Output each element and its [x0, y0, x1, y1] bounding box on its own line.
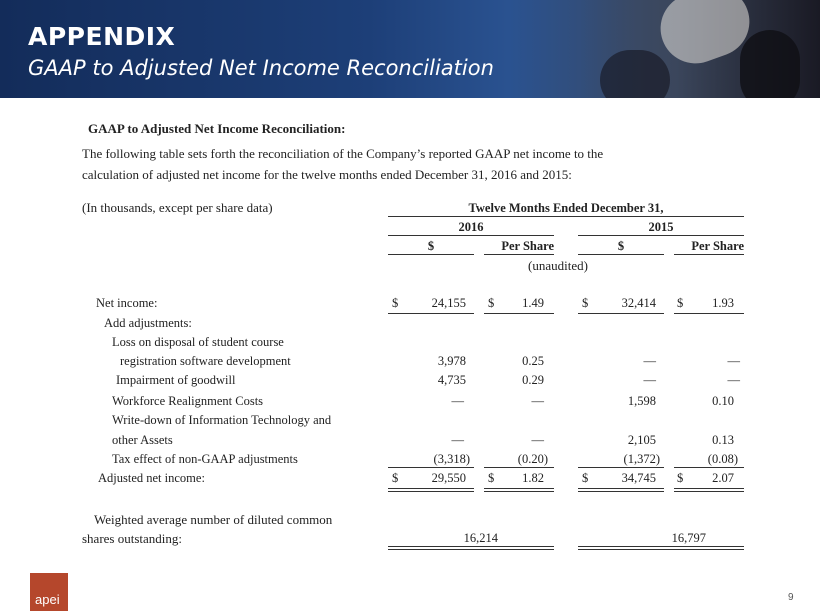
value-2015: 2,105 — [627, 433, 656, 447]
value-2016: 3,978 — [437, 354, 466, 368]
row-label: shares outstanding: — [82, 531, 183, 546]
intro-text — [82, 143, 722, 185]
unaudited-note: (unaudited) — [528, 258, 588, 273]
value-2015: — — [643, 354, 656, 368]
value-2015: 1,598 — [627, 394, 656, 408]
value-2015: 32,414 — [621, 296, 656, 310]
page-number: 9 — [788, 592, 794, 603]
value-2016: — — [451, 433, 464, 447]
row-label: Tax effect of non-GAAP adjustments — [112, 452, 298, 466]
row-label: Impairment of goodwill — [116, 373, 236, 387]
dollar-sign: $ — [488, 471, 495, 485]
row-label: Write-down of Information Technology and — [112, 413, 332, 427]
page-subtitle: GAAP to Adjusted Net Income Reconciliation — [28, 56, 494, 80]
header-rule — [388, 216, 744, 217]
total-double-rule — [484, 488, 554, 492]
per-share-2016: — — [531, 394, 544, 408]
banner-photo-detail — [740, 30, 800, 98]
row-rule — [674, 313, 744, 314]
row-label: registration software development — [120, 354, 291, 368]
per-share-2015: — — [727, 354, 740, 368]
value-2015: (1,372) — [623, 452, 660, 466]
per-share-2016: 0.25 — [522, 354, 544, 368]
row-label: Loss on disposal of student course — [112, 335, 284, 349]
year-rule — [578, 235, 744, 236]
value-2016: — — [451, 394, 464, 408]
units-note: (In thousands, except per share data) — [82, 200, 273, 215]
total-double-rule — [388, 546, 554, 550]
row-rule — [674, 467, 744, 468]
per-share-2015: — — [727, 373, 740, 387]
col-header-dollar-2015: $ — [617, 239, 625, 253]
dollar-sign: $ — [392, 471, 399, 485]
per-share-2015: 1.93 — [712, 296, 734, 310]
col-header-per-share-2016: Per Share — [501, 239, 554, 253]
banner-photo-detail — [600, 50, 670, 98]
dollar-sign: $ — [582, 296, 589, 310]
per-share-2016: — — [531, 433, 544, 447]
col-header-per-share-2015: Per Share — [691, 239, 744, 253]
intro-line: calculation of adjusted net income for the twelve months ended December 31, 2016 and 2015: — [82, 167, 572, 182]
per-share-2016: 0.29 — [522, 373, 544, 387]
row-label: Weighted average number of diluted common — [94, 512, 333, 527]
value-2016: (3,318) — [433, 452, 470, 466]
row-rule — [484, 313, 554, 314]
section-heading: GAAP to Adjusted Net Income Reconciliation: — [88, 121, 346, 136]
value-2015: 34,745 — [621, 471, 656, 485]
row-label: Workforce Realignment Costs — [112, 394, 264, 408]
shares-2015: 16,797 — [671, 531, 706, 545]
per-share-2016: (0.20) — [517, 452, 548, 466]
total-double-rule — [674, 488, 744, 492]
total-double-rule — [578, 546, 744, 550]
total-double-rule — [578, 488, 664, 492]
per-share-2015: 0.10 — [712, 394, 734, 408]
shares-2016: 16,214 — [463, 531, 498, 545]
row-label: other Assets — [112, 433, 173, 447]
dollar-sign: $ — [488, 296, 495, 310]
year-2016: 2016 — [458, 220, 484, 234]
value-2016: 24,155 — [431, 296, 466, 310]
total-double-rule — [388, 488, 474, 492]
per-share-2015: (0.08) — [707, 452, 738, 466]
page-title: APPENDIX — [28, 22, 176, 51]
value-2016: 29,550 — [431, 471, 466, 485]
per-share-2015: 0.13 — [712, 433, 734, 447]
row-label: Net income: — [96, 296, 158, 310]
dollar-sign: $ — [582, 471, 589, 485]
row-label: Add adjustments: — [104, 316, 192, 330]
value-2015: — — [643, 373, 656, 387]
row-label: Adjusted net income: — [98, 471, 205, 485]
header-banner — [0, 0, 820, 98]
dollar-sign: $ — [677, 471, 684, 485]
logo-text: apei — [35, 592, 60, 607]
year-rule — [388, 235, 554, 236]
col-rule — [388, 254, 474, 255]
intro-line: The following table sets forth the reconciliation of the Company’s reported GAAP net income to the — [82, 146, 604, 161]
col-header-dollar-2016: $ — [427, 239, 435, 253]
row-rule — [578, 313, 664, 314]
row-rule — [388, 313, 474, 314]
per-share-2016: 1.82 — [522, 471, 544, 485]
row-rule — [484, 467, 554, 468]
per-share-2015: 2.07 — [712, 471, 734, 485]
apei-logo — [30, 573, 68, 611]
col-rule — [674, 254, 744, 255]
dollar-sign: $ — [392, 296, 399, 310]
value-2016: 4,735 — [437, 373, 466, 387]
row-rule — [388, 467, 474, 468]
dollar-sign: $ — [677, 296, 684, 310]
row-rule — [578, 467, 664, 468]
col-rule — [484, 254, 554, 255]
year-2015: 2015 — [648, 220, 674, 234]
period-header: Twelve Months Ended December 31, — [468, 201, 664, 215]
per-share-2016: 1.49 — [522, 296, 544, 310]
col-rule — [578, 254, 664, 255]
